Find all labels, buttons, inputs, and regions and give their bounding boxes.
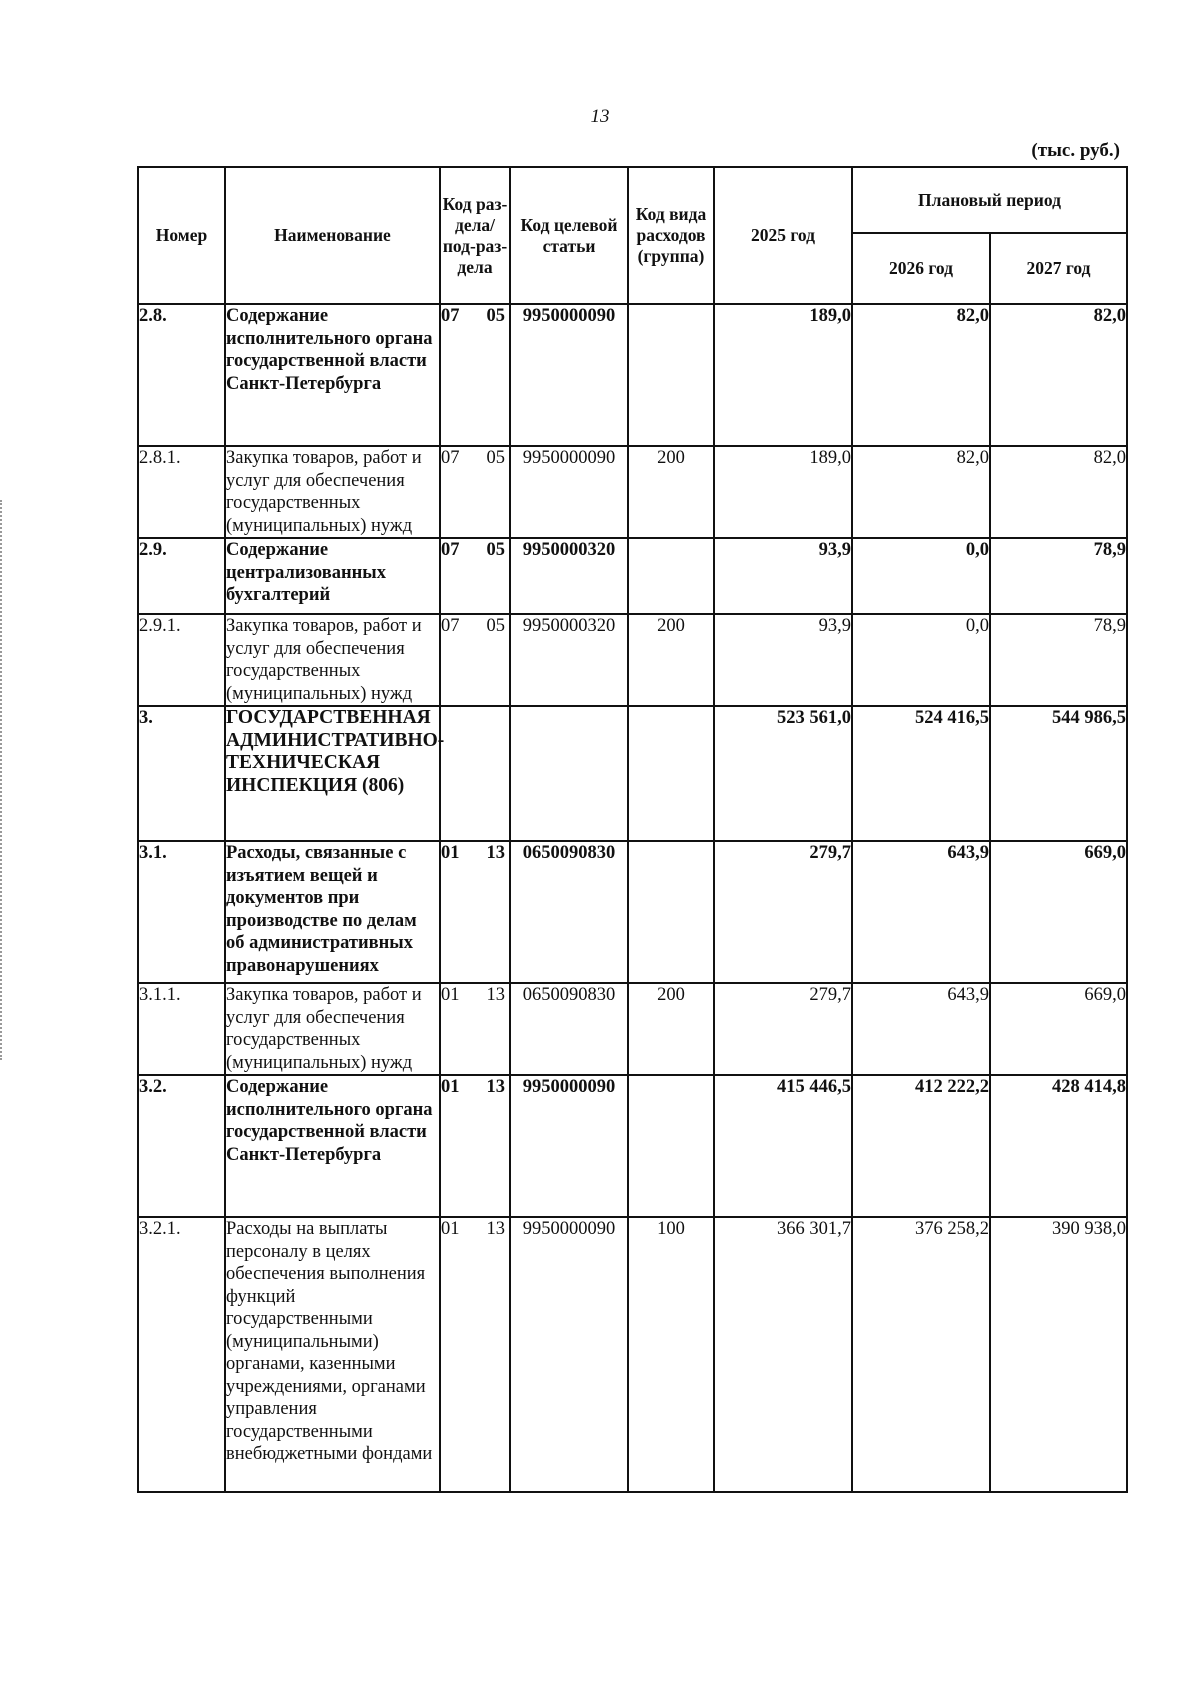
table-row xyxy=(138,706,1127,841)
row-section-code xyxy=(440,1217,510,1492)
row-amount-2026: 0,0 xyxy=(852,614,990,706)
row-amount-2027: 82,0 xyxy=(990,446,1127,538)
row-target-code: 0650090830 xyxy=(510,983,628,1075)
row-target-code: 0650090830 xyxy=(510,841,628,983)
row-number: 2.9. xyxy=(138,538,225,614)
table-body xyxy=(138,304,1127,1492)
row-section-code xyxy=(440,706,510,841)
row-name: Содержание исполнительного органа государственной власти Санкт-Петербурга xyxy=(225,304,440,446)
row-amount-2026: 643,9 xyxy=(852,983,990,1075)
row-amount-2027: 669,0 xyxy=(990,841,1127,983)
table-row xyxy=(138,304,1127,446)
row-subsection: 05 xyxy=(486,540,505,560)
row-name: Расходы на выплаты персоналу в целях обеспечения выполнения функций государственными (муниципальными) органами, казенными учреждениями, органами управления государственными внебюджетными фондами xyxy=(225,1217,440,1492)
row-target-code xyxy=(510,706,628,841)
row-name: ГОСУДАРСТВЕННАЯ АДМИНИСТРАТИВНО-ТЕХНИЧЕСКАЯ ИНСПЕКЦИЯ (806) xyxy=(225,706,440,841)
row-section-code xyxy=(440,841,510,983)
row-amount-2025: 366 301,7 xyxy=(714,1217,852,1492)
row-amount-2025: 189,0 xyxy=(714,446,852,538)
row-expense-type xyxy=(628,1075,714,1217)
row-amount-2026: 82,0 xyxy=(852,446,990,538)
row-amount-2025: 415 446,5 xyxy=(714,1075,852,1217)
row-amount-2027: 428 414,8 xyxy=(990,1075,1127,1217)
row-subsection: 05 xyxy=(486,306,505,326)
row-section: 01 xyxy=(441,1219,460,1239)
header-number: Номер xyxy=(138,167,225,304)
row-number: 3.2. xyxy=(138,1075,225,1217)
row-name: Закупка товаров, работ и услуг для обеспечения государственных (муниципальных) нужд xyxy=(225,446,440,538)
row-number: 3.2.1. xyxy=(138,1217,225,1492)
row-name: Содержание централизованных бухгалтерий xyxy=(225,538,440,614)
row-target-code: 9950000320 xyxy=(510,614,628,706)
row-amount-2027: 78,9 xyxy=(990,614,1127,706)
row-subsection: 05 xyxy=(486,448,505,468)
row-number: 2.9.1. xyxy=(138,614,225,706)
row-amount-2027: 82,0 xyxy=(990,304,1127,446)
row-section: 07 xyxy=(441,616,460,636)
row-expense-type xyxy=(628,538,714,614)
row-subsection: 05 xyxy=(486,616,505,636)
page-number: 13 xyxy=(590,106,610,127)
table-header xyxy=(138,167,1127,304)
row-target-code: 9950000090 xyxy=(510,304,628,446)
row-section: 07 xyxy=(441,448,460,468)
row-amount-2025: 279,7 xyxy=(714,983,852,1075)
row-section-code xyxy=(440,983,510,1075)
row-amount-2025: 189,0 xyxy=(714,304,852,446)
row-amount-2027: 390 938,0 xyxy=(990,1217,1127,1492)
row-section: 07 xyxy=(441,306,460,326)
table-row xyxy=(138,1075,1127,1217)
row-section-code xyxy=(440,1075,510,1217)
row-expense-type: 200 xyxy=(628,446,714,538)
header-year-2025: 2025 год xyxy=(714,167,852,304)
row-amount-2026: 524 416,5 xyxy=(852,706,990,841)
row-number: 3.1. xyxy=(138,841,225,983)
table-row xyxy=(138,841,1127,983)
row-name: Закупка товаров, работ и услуг для обеспечения государственных (муниципальных) нужд xyxy=(225,614,440,706)
row-section-code xyxy=(440,538,510,614)
table-row xyxy=(138,614,1127,706)
row-amount-2027: 78,9 xyxy=(990,538,1127,614)
row-amount-2025: 93,9 xyxy=(714,538,852,614)
row-target-code: 9950000090 xyxy=(510,1217,628,1492)
row-amount-2026: 82,0 xyxy=(852,304,990,446)
row-number: 3. xyxy=(138,706,225,841)
row-target-code: 9950000090 xyxy=(510,1075,628,1217)
row-section-code xyxy=(440,446,510,538)
row-target-code: 9950000090 xyxy=(510,446,628,538)
row-number: 2.8. xyxy=(138,304,225,446)
row-amount-2025: 279,7 xyxy=(714,841,852,983)
row-subsection: 13 xyxy=(486,1219,505,1239)
row-amount-2027: 544 986,5 xyxy=(990,706,1127,841)
row-expense-type: 200 xyxy=(628,614,714,706)
header-planning-period: Плановый период xyxy=(852,167,1127,233)
row-expense-type xyxy=(628,841,714,983)
row-expense-type xyxy=(628,706,714,841)
row-name: Расходы, связанные с изъятием вещей и документов при производстве по делам об административных правонарушениях xyxy=(225,841,440,983)
row-number: 2.8.1. xyxy=(138,446,225,538)
table-row xyxy=(138,446,1127,538)
row-section: 01 xyxy=(441,1077,460,1097)
row-expense-type: 100 xyxy=(628,1217,714,1492)
table-row xyxy=(138,1217,1127,1492)
row-section: 01 xyxy=(441,843,460,863)
row-section-code xyxy=(440,304,510,446)
row-amount-2026: 412 222,2 xyxy=(852,1075,990,1217)
row-amount-2025: 523 561,0 xyxy=(714,706,852,841)
row-expense-type: 200 xyxy=(628,983,714,1075)
budget-table xyxy=(137,166,1128,1493)
row-subsection: 13 xyxy=(486,985,505,1005)
header-year-2027: 2027 год xyxy=(990,233,1127,304)
table-row xyxy=(138,538,1127,614)
header-year-2026: 2026 год xyxy=(852,233,990,304)
table-row xyxy=(138,983,1127,1075)
row-section-code xyxy=(440,614,510,706)
row-amount-2026: 376 258,2 xyxy=(852,1217,990,1492)
row-target-code: 9950000320 xyxy=(510,538,628,614)
row-section: 01 xyxy=(441,985,460,1005)
row-amount-2027: 669,0 xyxy=(990,983,1127,1075)
row-expense-type xyxy=(628,304,714,446)
row-amount-2026: 0,0 xyxy=(852,538,990,614)
row-amount-2025: 93,9 xyxy=(714,614,852,706)
row-subsection: 13 xyxy=(486,843,505,863)
header-target-code: Код целевой статьи xyxy=(510,167,628,304)
header-name: Наименование xyxy=(225,167,440,304)
row-name: Содержание исполнительного органа государственной власти Санкт-Петербурга xyxy=(225,1075,440,1217)
row-subsection: 13 xyxy=(486,1077,505,1097)
row-amount-2026: 643,9 xyxy=(852,841,990,983)
scan-edge-mark xyxy=(0,500,4,1060)
row-number: 3.1.1. xyxy=(138,983,225,1075)
row-name: Закупка товаров, работ и услуг для обеспечения государственных (муниципальных) нужд xyxy=(225,983,440,1075)
units-label: (тыс. руб.) xyxy=(1031,140,1120,161)
row-section: 07 xyxy=(441,540,460,560)
header-expense-type: Код вида расходов (группа) xyxy=(628,167,714,304)
header-section-code: Код раз-дела/ под-раз-дела xyxy=(440,167,510,304)
